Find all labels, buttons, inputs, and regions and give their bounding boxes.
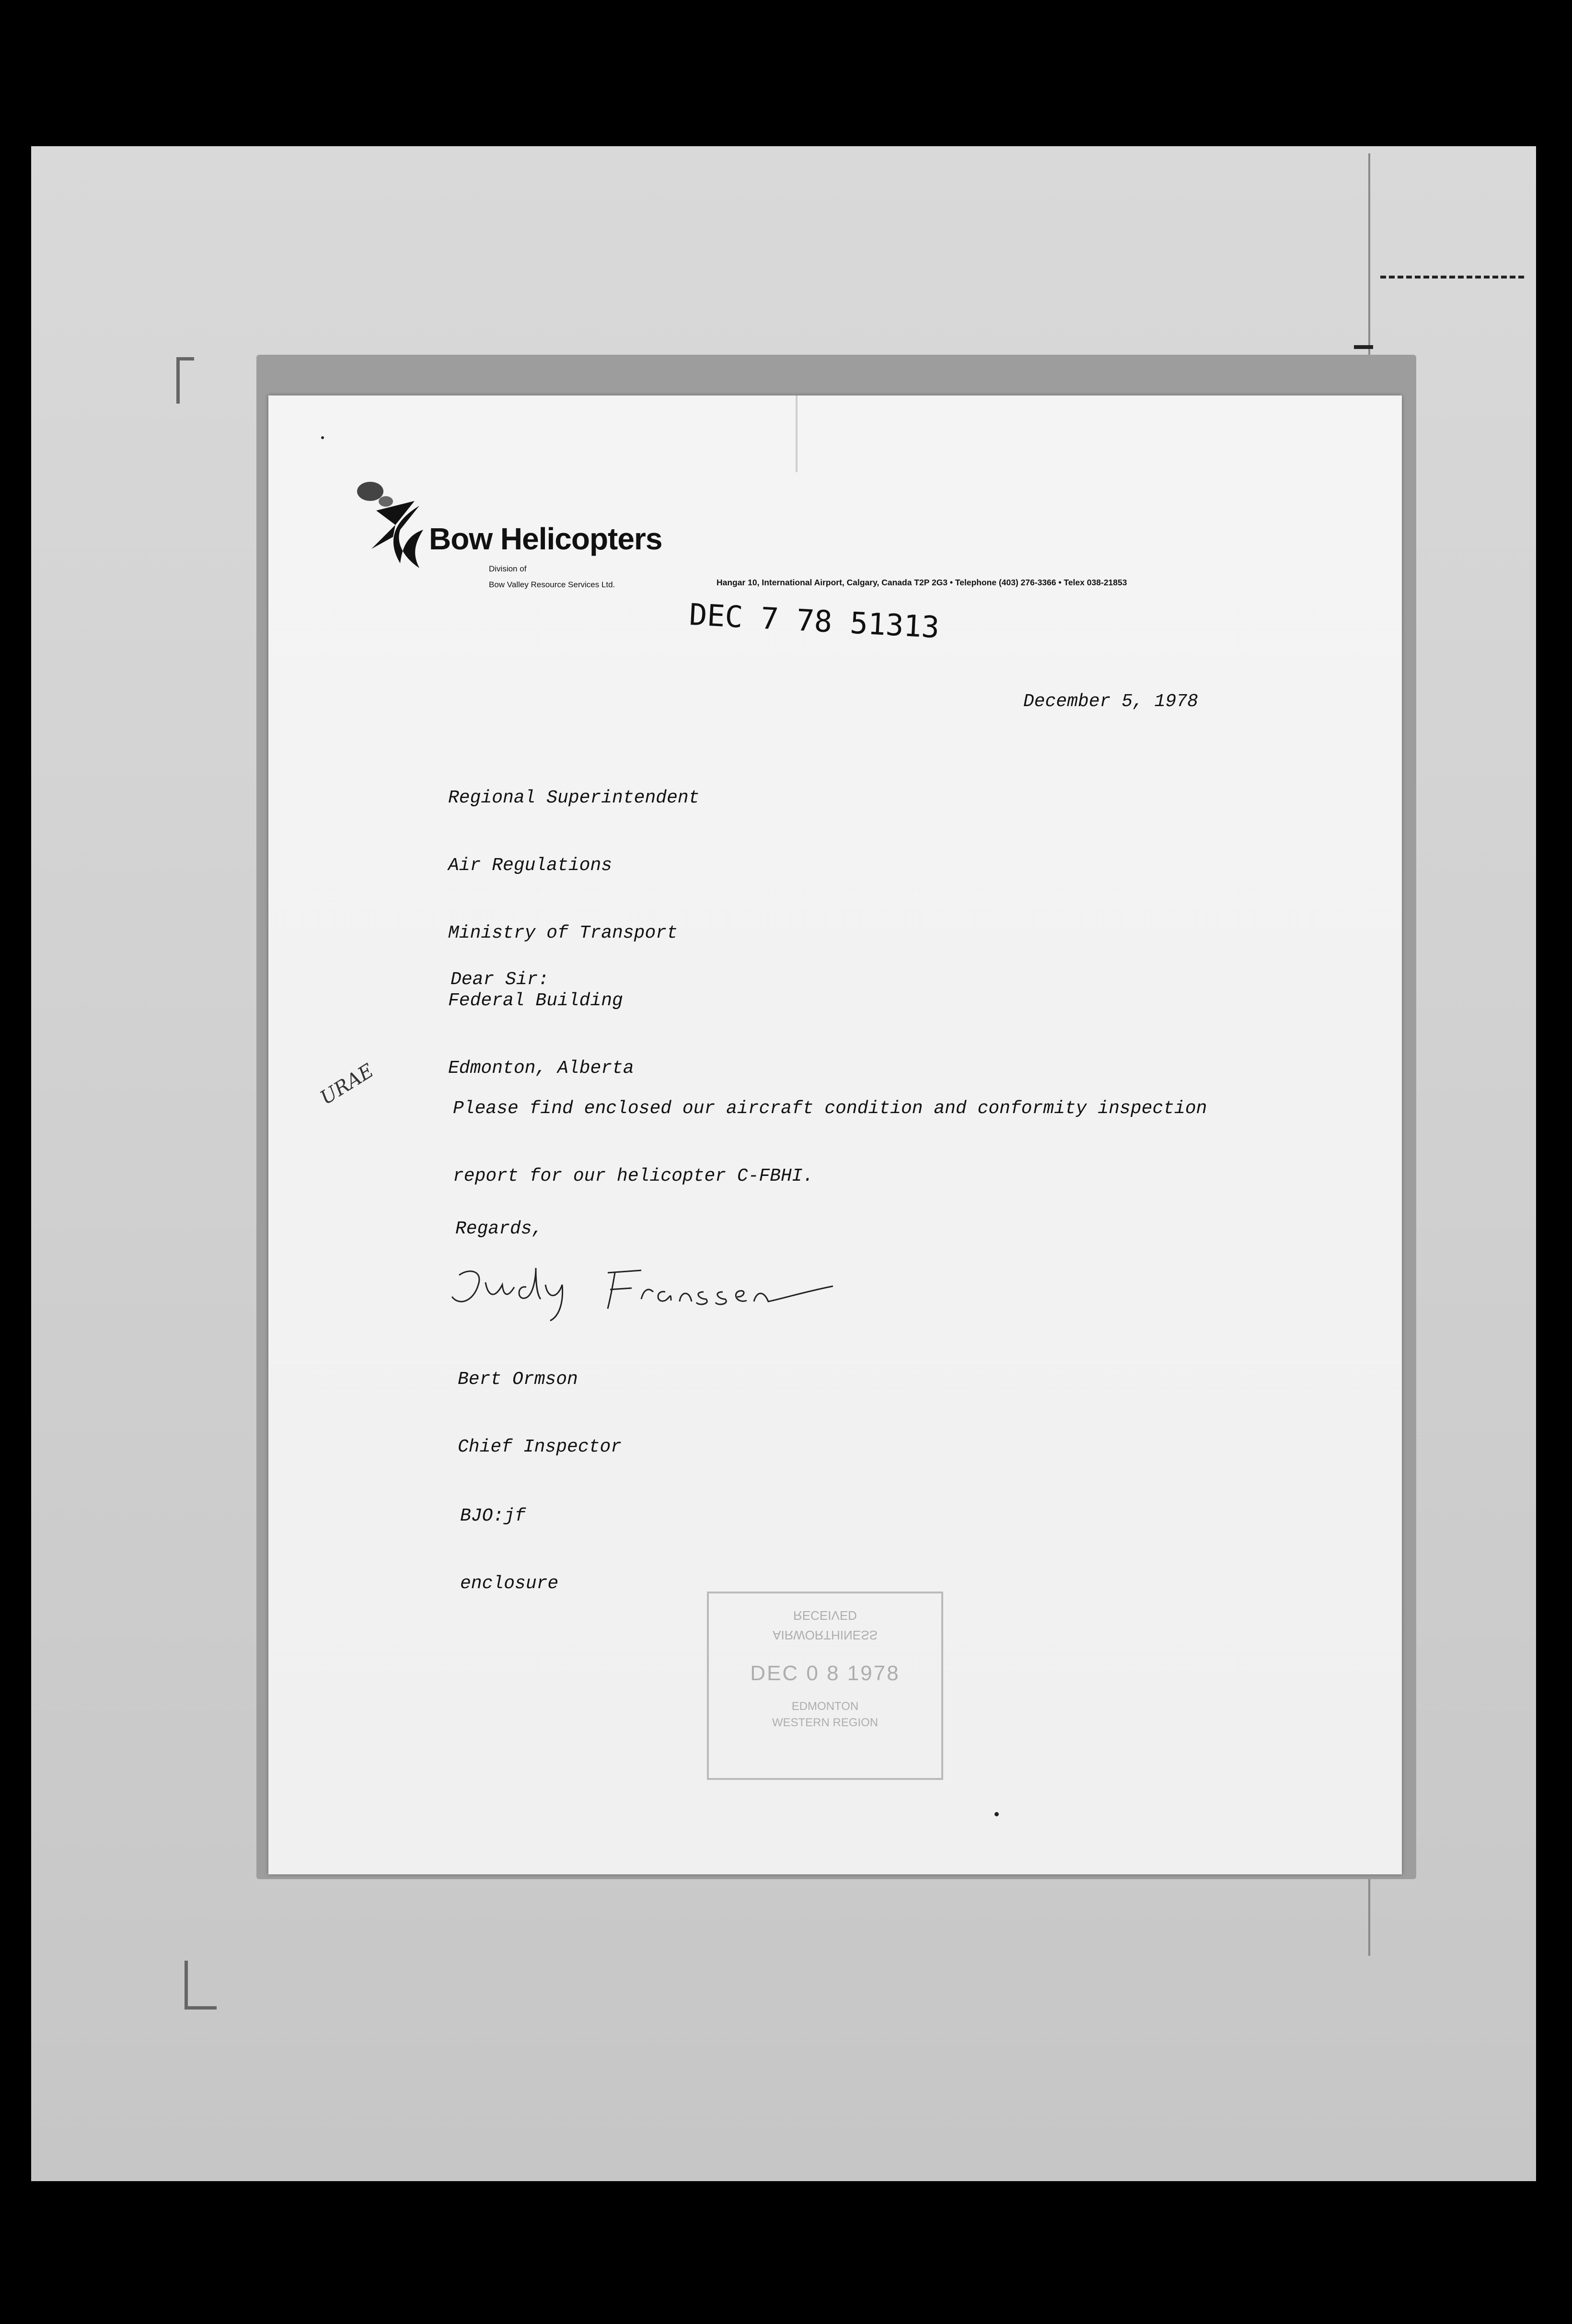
faded-received-stamp (707, 1592, 943, 1780)
signer-title: Chief Inspector (458, 1437, 622, 1457)
enclosure-note: enclosure (460, 1573, 559, 1594)
letter-body (453, 1052, 1207, 1232)
recipient-line: Air Regulations (448, 855, 613, 876)
closing: Regards, (455, 1219, 543, 1239)
recipient-line: Edmonton, Alberta (448, 1058, 634, 1079)
faded-stamp-line: EDMONTON (791, 1700, 859, 1713)
dashed-edge-mark (1380, 276, 1524, 279)
letter-date: December 5, 1978 (1023, 691, 1198, 712)
faded-stamp-line: DEC 0 8 1978 (750, 1662, 900, 1685)
body-line: Please find enclosed our aircraft condition and conformity inspection (453, 1098, 1207, 1119)
letterhead-address: Hangar 10, International Airport, Calgary, Canada T2P 2G3 • Telephone (403) 276-3366 • Telex 038-21853 (717, 578, 1127, 587)
body-line: report for our helicopter C-FBHI. (453, 1166, 814, 1186)
parent-company: Bow Valley Resource Services Ltd. (489, 580, 615, 589)
handwritten-note: URAE (316, 1059, 378, 1110)
division-label: Division of (489, 564, 527, 573)
paper-speck (321, 436, 324, 439)
bow-helicopters-logo-icon (367, 491, 429, 573)
reference-block (460, 1460, 558, 1640)
faded-stamp-line: AIRWORTHINESS (773, 1628, 878, 1642)
letter-page (268, 395, 1402, 1874)
recipient-line: Regional Superintendent (448, 788, 700, 808)
crop-mark-bottom-left (185, 1961, 217, 2010)
salutation: Dear Sir: (451, 969, 549, 990)
reference-initials: BJO:jf (460, 1506, 526, 1526)
edge-tick-mark (1354, 345, 1373, 349)
paper-speck (994, 1812, 999, 1816)
brand-name: Bow Helicopters (429, 522, 662, 556)
paper-fold (796, 395, 798, 472)
signer-name: Bert Ormson (458, 1369, 578, 1390)
received-date-stamp: DEC 7 78 51313 (688, 597, 940, 645)
faded-stamp-line: WESTERN REGION (772, 1716, 878, 1729)
recipient-line: Ministry of Transport (448, 923, 678, 943)
crop-mark-top-left (176, 357, 194, 404)
faded-stamp-line: RECEIVED (793, 1608, 857, 1623)
handwritten-signature (450, 1258, 857, 1325)
recipient-line: Federal Building (448, 990, 623, 1011)
